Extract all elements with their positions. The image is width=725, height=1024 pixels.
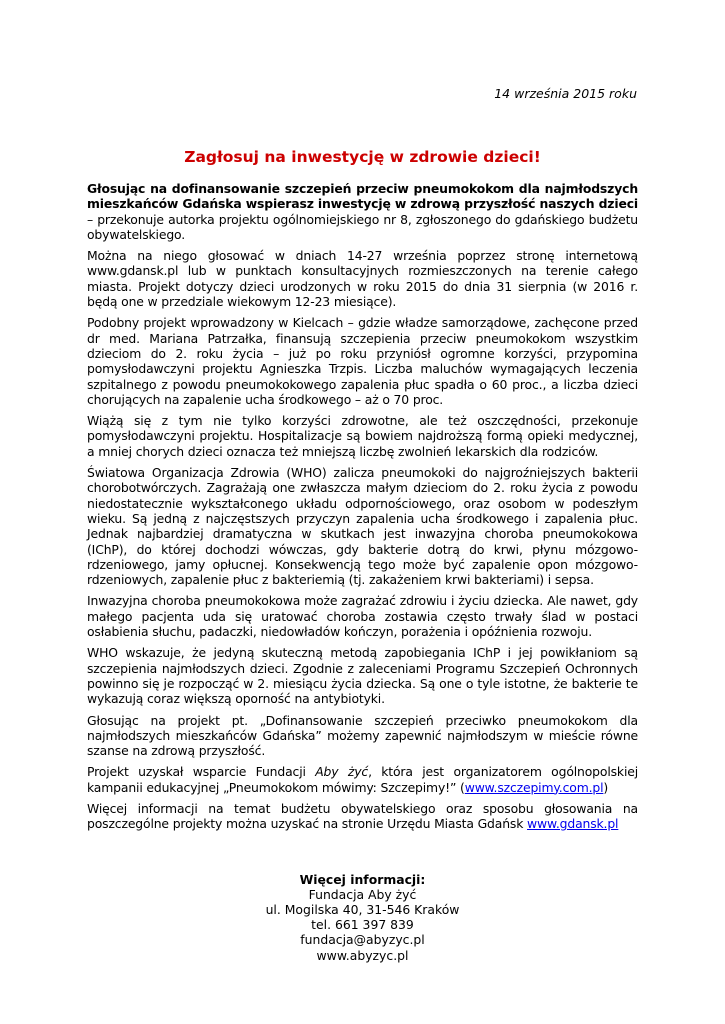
- text: ): [603, 779, 609, 795]
- text: , która jest organizatorem ogólnopolskiej kampanii edukacyjnej „Pneumokokom mówimy: Szczepimy!” (: [87, 764, 638, 795]
- paragraph-project: Głosując na projekt pt. „Dofinansowanie szczepień przeciwko pneumokokom dla najmłodszych mieszkańców Gdańska” możemy zapewnić najmłodszym w mieście równe szanse na zdrową przyszłość.: [87, 712, 638, 759]
- lead-rest: – przekonuje autorka projektu ogólnomiejskiego nr 8, zgłoszonego do gdańskiego budżetu obywatelskiego.: [87, 211, 638, 242]
- paragraph-savings: Wiążą się z tym nie tylko korzyści zdrowotne, ale też oszczędności, przekonuje pomysłodawczyni projektu. Hospitalizacje są bowiem najdroższą formą opieki medycznej, a mniej chorych dzieci oznacza też mniejszą liczbę zwolnień lekarskich dla rodziców.: [87, 413, 638, 459]
- document-date: 14 września 2015 roku: [494, 86, 637, 101]
- text: Projekt uzyskał wsparcie Fundacji: [87, 764, 316, 780]
- contact-phone: tel. 661 397 839: [311, 917, 414, 933]
- contact-email: fundacja@abyzyc.pl: [300, 932, 425, 948]
- contact-web: www.abyzyc.pl: [316, 947, 409, 963]
- document-title: Zagłosuj na inwestycję w zdrowie dzieci!: [184, 148, 541, 166]
- paragraph-ichp: Inwazyjna choroba pneumokokowa może zagrażać zdrowiu i życiu dziecka. Ale nawet, gdy małego pacjenta uda się uratować choroba zostawia często trwały ślad w postaci osłabienia słuchu, padaczki, niedowładów kończyn, porażenia i opóźnienia rozwoju.: [87, 593, 638, 640]
- paragraph-kielce: Podobny projekt wprowadzony w Kielcach – gdzie władze samorządowe, zachęcone przed dr med. Mariana Patrzałka, finansują szczepienia przeciw pneumokokom wszystkim dzieciom do 2. roku życia – już po roku przyniósł ogromne korzyści, przypomina pomysłodawczyni projektu Agnieszka Trzpis. Liczba maluchów wymagających leczenia szpitalnego z powodu pneumokokowego zapalenia płuc spadła o 60 proc., a liczba dzieci chorujących na zapalenie ucha środkowego – aż o 70 proc.: [87, 315, 638, 407]
- contact-address: ul. Mogilska 40, 31-546 Kraków: [265, 901, 460, 917]
- szczepimy-link[interactable]: www.szczepimy.com.pl: [464, 779, 604, 795]
- lead-paragraph: [87, 181, 638, 242]
- text: Więcej informacji na temat budżetu obywatelskiego oraz sposobu głosowania na poszczególne projekty można uzyskać na stronie Urzędu Miasta Gdańsk: [87, 800, 638, 832]
- foundation-name: Aby żyć: [315, 764, 369, 780]
- lead-bold: Głosując na dofinansowanie szczepień przeciw pneumokokom dla najmłodszych mieszkańców Gdańska wspierasz inwestycję w zdrową przyszłość naszych dzieci: [87, 181, 639, 212]
- contact-block: [0, 872, 725, 963]
- paragraph-foundation: [87, 764, 638, 795]
- gdansk-link[interactable]: www.gdansk.pl: [527, 816, 619, 832]
- contact-heading: Więcej informacji:: [299, 871, 426, 887]
- paragraph-voting: Można na niego głosować w dniach 14-27 września poprzez stronę internetową www.gdansk.pl lub w punktach konsultacyjnych rozmieszczonych na terenie całego miasta. Projekt dotyczy dzieci urodzonych w roku 2015 do dnia 31 sierpnia (w 2016 r. będą one w przedziale wiekowym 12-23 miesiące).: [87, 248, 638, 310]
- paragraph-who: Światowa Organizacja Zdrowia (WHO) zalicza pneumokoki do najgroźniejszych bakterii chorobotwórczych. Zagrażają one zwłaszcza małym dzieciom do 2. roku życia z powodu niedostatecznie wykształconego układu odpornościowego, oraz osobom w podeszłym wieku. Są jedną z najczęstszych przyczyn zapalenia ucha środkowego i zapalenia płuc. Jednak najbardziej dramatyczna w skutkach jest inwazyjna choroba pneumokokowa (IChP), do której dochodzi wówczas, gdy bakterie dotrą do krwi, płynu mózgowo-rdzeniowego, jamy opłucnej. Konsekwencją tego może być zapalenie opon mózgowo-rdzeniowych, zapalenie płuc z bakteriemią (tj. zakażeniem krwi bakteriami) i sepsa.: [87, 465, 638, 588]
- paragraph-vaccination: WHO wskazuje, że jedyną skuteczną metodą zapobiegania IChP i jej powikłaniom są szczepienia najmłodszych dzieci. Zgodnie z zaleceniami Programu Szczepień Ochronnych powinno się je rozpocząć w 2. miesiącu życia dziecka. Są one o tyle istotne, że bakterie te wykazują coraz większą oporność na antybiotyki.: [87, 645, 638, 707]
- paragraph-more-info: [87, 801, 638, 832]
- contact-org: Fundacja Aby żyć: [308, 886, 417, 902]
